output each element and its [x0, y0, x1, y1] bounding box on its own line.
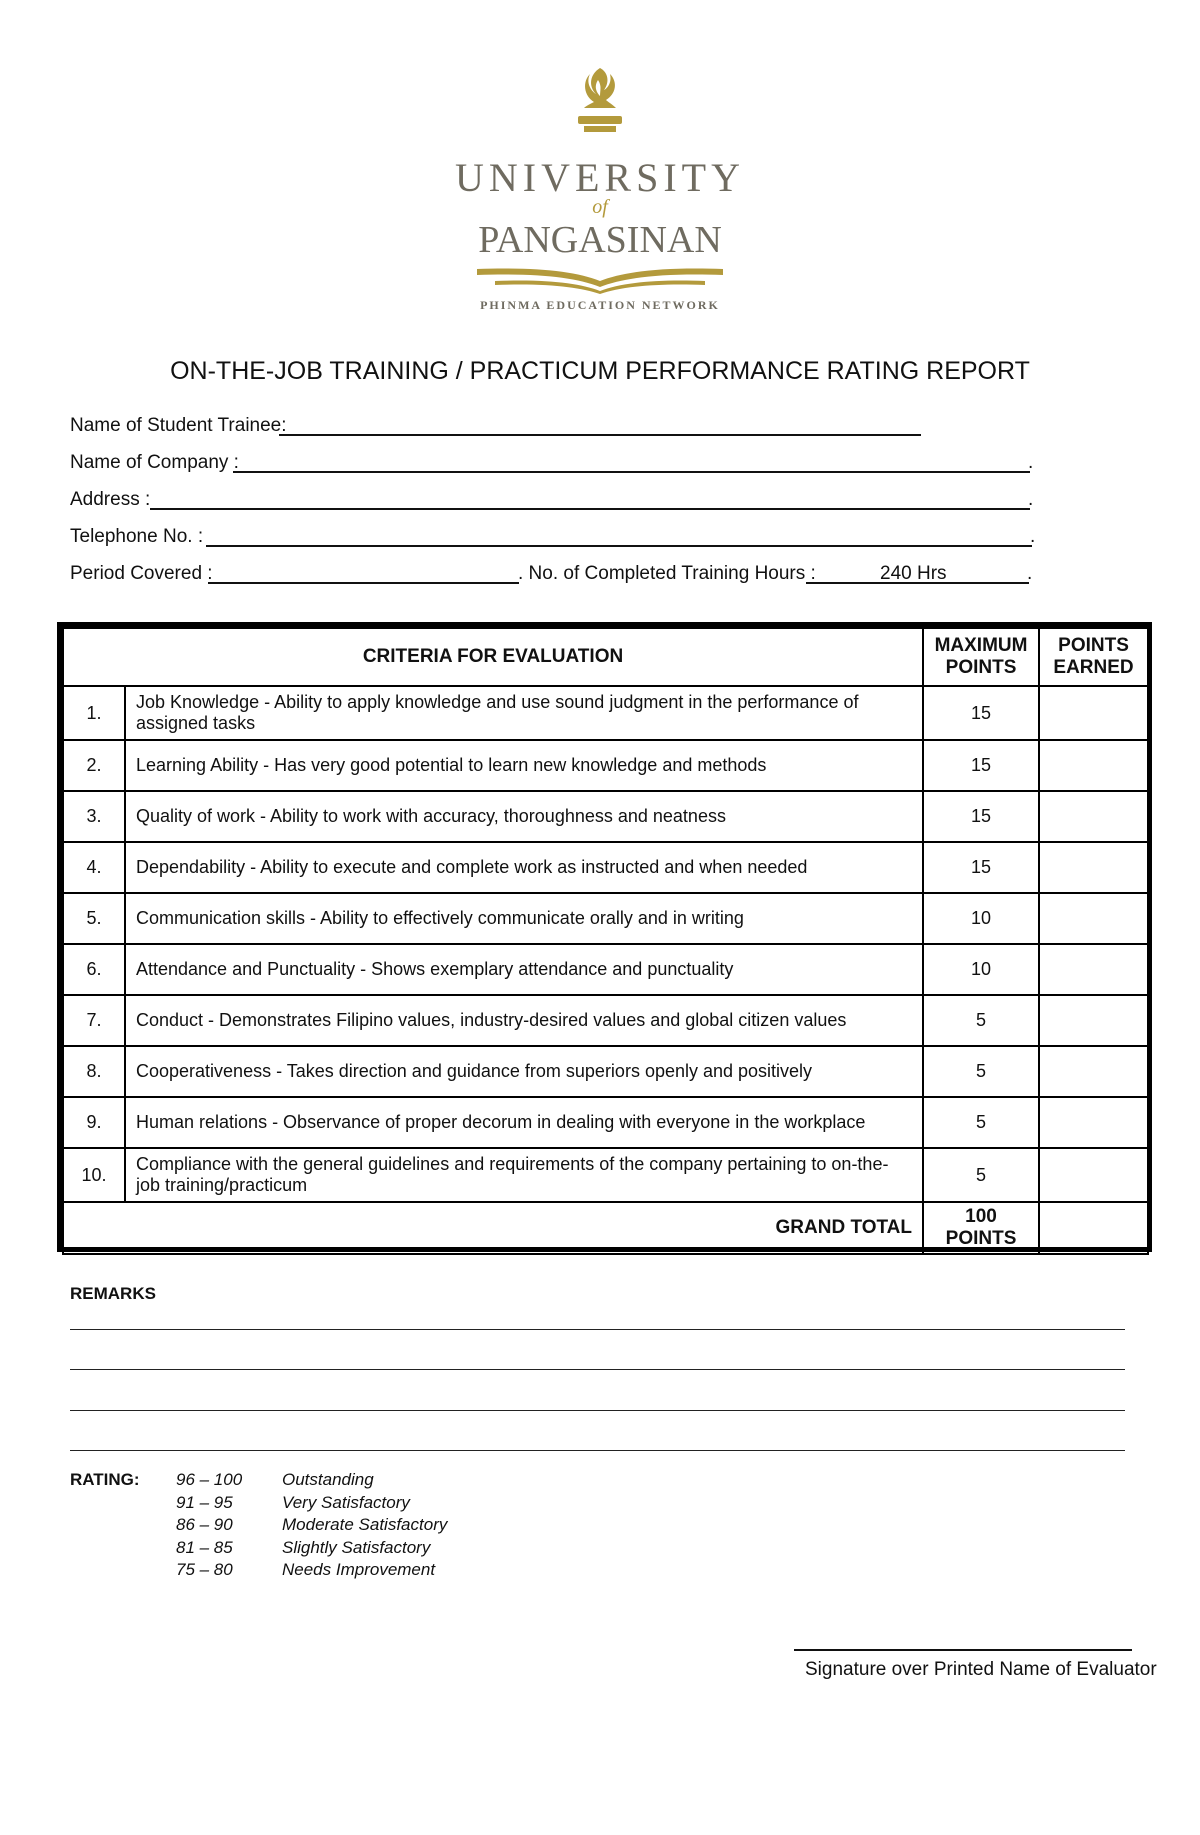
criteria-number: 5.: [63, 893, 125, 944]
table-row: [63, 944, 1148, 995]
address-input-line[interactable]: [150, 508, 1030, 510]
criteria-rows: [63, 686, 1148, 1202]
rating-range: 75 – 80: [176, 1560, 233, 1579]
address-end-mark: .: [1028, 489, 1034, 510]
criteria-number: 8.: [63, 1046, 125, 1097]
telephone-field: [70, 526, 970, 552]
points-earned-cell[interactable]: [1039, 740, 1148, 791]
rating-description: Slightly Satisfactory: [282, 1537, 431, 1557]
criteria-text: Dependability - Ability to execute and complete work as instructed and when needed: [125, 842, 923, 893]
table-row: [63, 893, 1148, 944]
rating-scale: [176, 1470, 447, 1583]
telephone-input-line[interactable]: [206, 545, 1032, 547]
criteria-text: Human relations - Observance of proper decorum in dealing with everyone in the workplace: [125, 1097, 923, 1148]
period-label: Period Covered :: [70, 563, 213, 584]
max-points-cell: 15: [923, 842, 1039, 893]
telephone-end-mark: .: [1030, 526, 1036, 547]
max-points-cell: 5: [923, 995, 1039, 1046]
rating-range: 96 – 100: [176, 1470, 243, 1489]
rating-range: 91 – 95: [176, 1492, 233, 1512]
signature-label: Signature over Printed Name of Evaluator: [805, 1659, 1157, 1680]
points-earned-cell[interactable]: [1039, 1148, 1148, 1202]
max-points-cell: 15: [923, 740, 1039, 791]
rating-row: [176, 1493, 447, 1516]
criteria-text: Compliance with the general guidelines and requirements of the company pertaining to on-the-job training/practicum: [125, 1148, 923, 1202]
company-end-mark: .: [1028, 452, 1034, 473]
book-icon: [475, 265, 725, 295]
criteria-number: 6.: [63, 944, 125, 995]
grand-total-value: 100 POINTS: [923, 1202, 1039, 1254]
points-earned-cell[interactable]: [1039, 791, 1148, 842]
table-row: [63, 686, 1148, 740]
rating-row: [176, 1470, 447, 1493]
max-points-cell: 15: [923, 791, 1039, 842]
criteria-text: Job Knowledge - Ability to apply knowledge and use sound judgment in the performance of assigned tasks: [125, 686, 923, 740]
criteria-table: [57, 622, 1152, 1252]
points-earned-cell[interactable]: [1039, 893, 1148, 944]
period-input-line[interactable]: [208, 582, 519, 584]
logo-network-text: PHINMA EDUCATION NETWORK: [480, 298, 720, 312]
logo-line-university: UNIVERSITY: [455, 155, 745, 200]
grand-total-label: GRAND TOTAL: [63, 1202, 923, 1254]
header-points-earned: POINTS EARNED: [1039, 628, 1148, 686]
student-trainee-label: Name of Student Trainee:: [70, 415, 287, 436]
rating-row: [176, 1560, 447, 1583]
max-points-cell: 10: [923, 893, 1039, 944]
address-field: [70, 489, 970, 515]
max-points-cell: 10: [923, 944, 1039, 995]
rating-description: Very Satisfactory: [282, 1492, 410, 1512]
criteria-text: Communication skills - Ability to effectively communicate orally and in writing: [125, 893, 923, 944]
table-row: [63, 995, 1148, 1046]
address-label: Address :: [70, 489, 151, 510]
rating-description: Needs Improvement: [282, 1560, 436, 1579]
rating-description: Moderate Satisfactory: [282, 1515, 448, 1534]
period-field: [70, 563, 270, 589]
criteria-number: 10.: [63, 1148, 125, 1202]
student-trainee-input-line[interactable]: [279, 434, 921, 436]
points-earned-cell[interactable]: [1039, 1046, 1148, 1097]
hours-label: . No. of Completed Training Hours :: [518, 563, 816, 584]
criteria-number: 3.: [63, 791, 125, 842]
criteria-number: 2.: [63, 740, 125, 791]
hours-end-mark: .: [1027, 563, 1033, 584]
table-row: [63, 791, 1148, 842]
criteria-text: Attendance and Punctuality - Shows exemplary attendance and punctuality: [125, 944, 923, 995]
points-earned-cell[interactable]: [1039, 686, 1148, 740]
max-points-cell: 5: [923, 1046, 1039, 1097]
rating-row: [176, 1538, 447, 1561]
table-row: [63, 1097, 1148, 1148]
max-points-cell: 5: [923, 1148, 1039, 1202]
remarks-label: REMARKS: [70, 1284, 156, 1303]
rating-range: 86 – 90: [176, 1515, 233, 1534]
grand-total-earned-cell[interactable]: [1039, 1202, 1148, 1254]
max-points-cell: 5: [923, 1097, 1039, 1148]
points-earned-cell[interactable]: [1039, 944, 1148, 995]
torch-icon: [560, 60, 640, 150]
rating-row: [176, 1515, 447, 1538]
table-row: [63, 1148, 1148, 1202]
criteria-number: 1.: [63, 686, 125, 740]
logo-line-of: of: [592, 196, 608, 218]
page-title: ON-THE-JOB TRAINING / PRACTICUM PERFORMANCE RATING REPORT: [170, 357, 1030, 385]
student-trainee-field: [70, 415, 970, 441]
company-label: Name of Company :: [70, 452, 239, 473]
table-row: [63, 1046, 1148, 1097]
rating-description: Outstanding: [282, 1470, 374, 1489]
hours-value: 240 Hrs: [880, 563, 947, 584]
header-criteria: CRITERIA FOR EVALUATION: [63, 628, 923, 686]
max-points-cell: 15: [923, 686, 1039, 740]
telephone-label: Telephone No. :: [70, 526, 204, 547]
points-earned-cell[interactable]: [1039, 995, 1148, 1046]
criteria-number: 9.: [63, 1097, 125, 1148]
table-row: [63, 740, 1148, 791]
criteria-text: Cooperativeness - Takes direction and guidance from superiors openly and positively: [125, 1046, 923, 1097]
table-row: [63, 842, 1148, 893]
points-earned-cell[interactable]: [1039, 1097, 1148, 1148]
criteria-text: Conduct - Demonstrates Filipino values, industry-desired values and global citizen values: [125, 995, 923, 1046]
criteria-text: Quality of work - Ability to work with accuracy, thoroughness and neatness: [125, 791, 923, 842]
remarks-line[interactable]: [70, 1369, 1125, 1370]
signature-line[interactable]: [794, 1649, 1132, 1651]
company-input-line[interactable]: [233, 471, 1030, 473]
criteria-text: Learning Ability - Has very good potential to learn new knowledge and methods: [125, 740, 923, 791]
remarks-line[interactable]: [70, 1410, 1125, 1411]
company-field: [70, 452, 970, 478]
header-max-points: MAXIMUM POINTS: [923, 628, 1039, 686]
criteria-number: 7.: [63, 995, 125, 1046]
rating-range: 81 – 85: [176, 1537, 233, 1557]
points-earned-cell[interactable]: [1039, 842, 1148, 893]
criteria-number: 4.: [63, 842, 125, 893]
remarks-line[interactable]: [70, 1329, 1125, 1330]
rating-label: RATING:: [70, 1470, 140, 1489]
remarks-line[interactable]: [70, 1450, 1125, 1451]
university-logo: [440, 60, 760, 320]
logo-line-pangasinan: PANGASINAN: [478, 219, 722, 261]
